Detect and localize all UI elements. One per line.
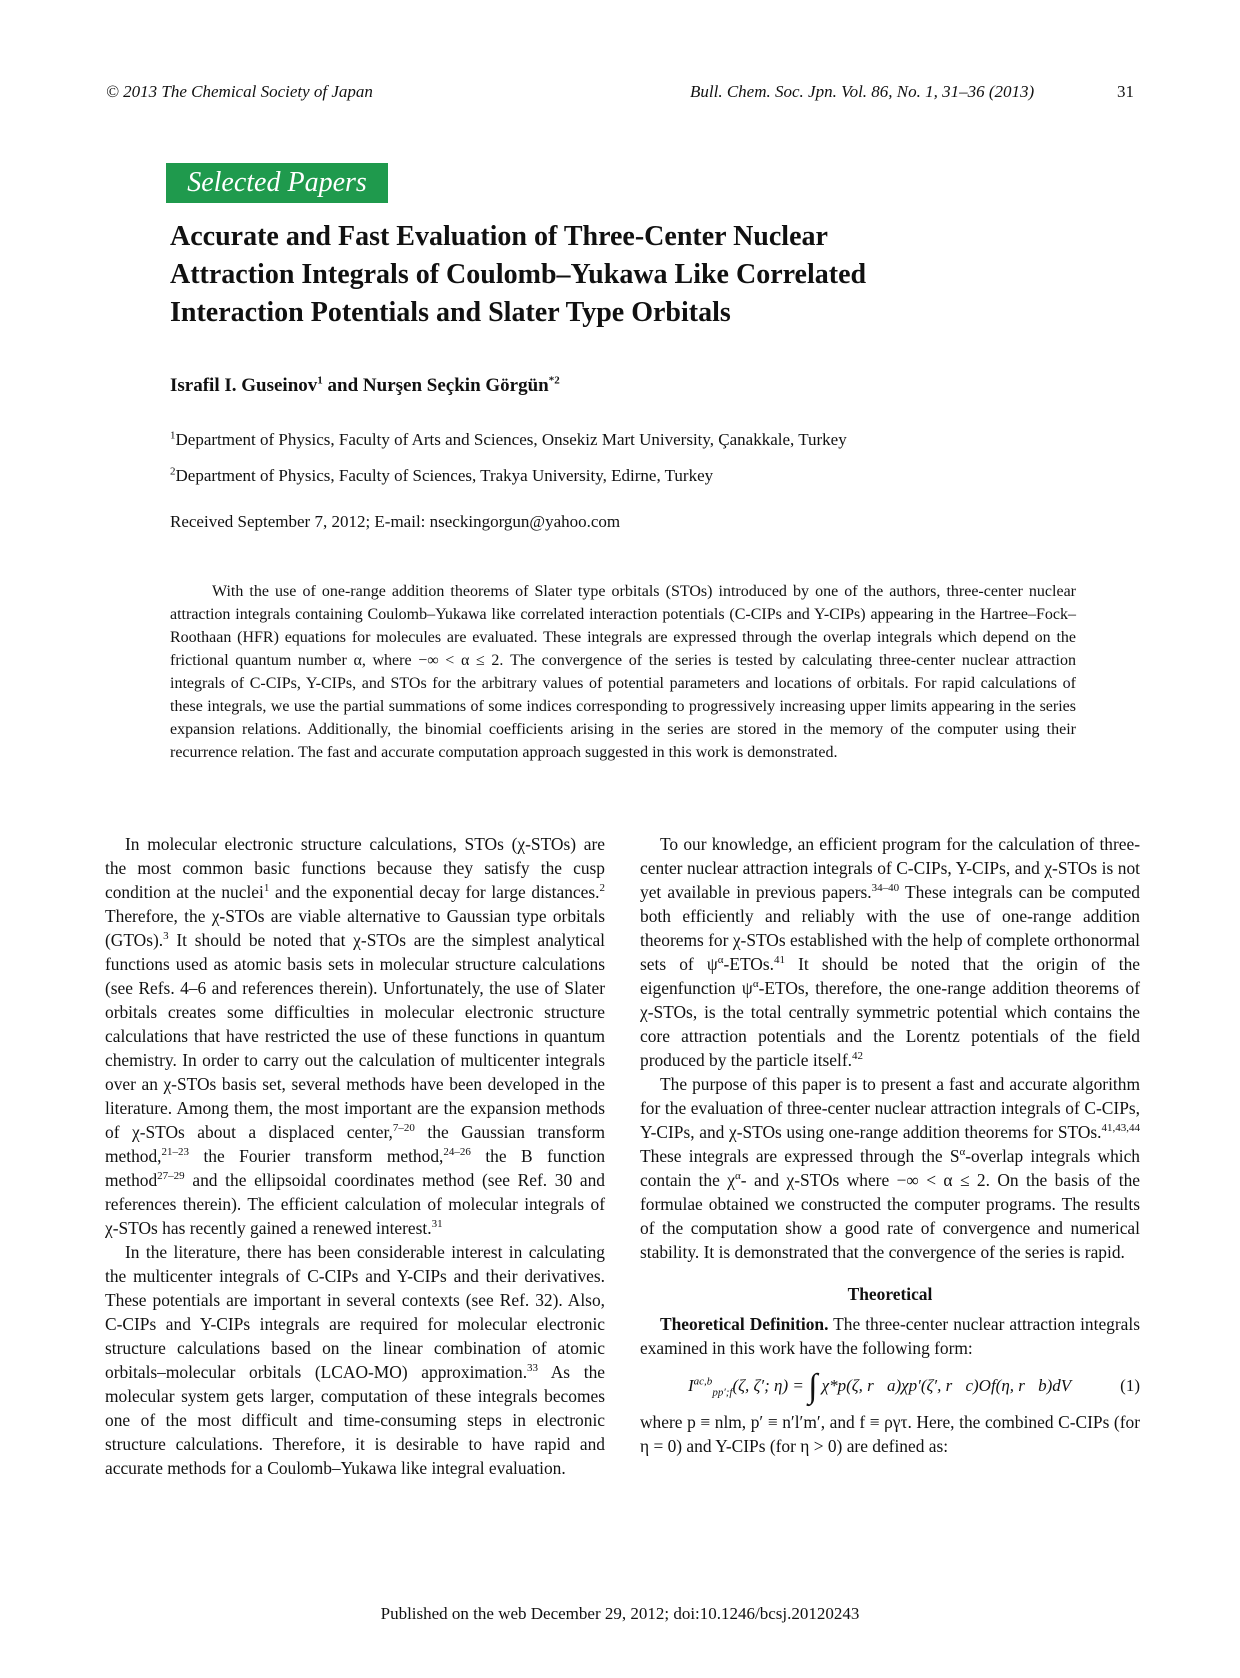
paper-title bbox=[170, 218, 1070, 332]
running-header-copyright: © 2013 The Chemical Society of Japan bbox=[106, 82, 373, 101]
author-name: Nurşen Seçkin Görgün bbox=[362, 375, 549, 396]
subsection-heading: Theoretical Definition. bbox=[660, 1314, 829, 1334]
section-heading: Theoretical bbox=[847, 1284, 933, 1304]
equation-number: (1) bbox=[1120, 1376, 1140, 1395]
author-list bbox=[170, 375, 560, 397]
author-affil-marker: 1 bbox=[317, 374, 323, 387]
paragraph: The purpose of this paper is to present a fast and accurate algorithm for the evaluation of three-center nuclear attraction integrals of C-CIPs, Y-CIPs, and χ-STOs using one-range addition theorems for STOs.$^{41,43,44}$ These integrals are expressed through the $S^\alpha$-overlap integrals which contain the $\chi^\alpha-$ and χ-STOs where −∞ < α ≤ 2. On the basis of the formulae obtained we constructed the computer programs. The results of the computation show a good rate of convergence and numerical stability. It is demonstrated that the convergence of the series is rapid. bbox=[640, 1074, 1141, 1262]
affil-marker: 1 bbox=[170, 429, 176, 442]
affiliation bbox=[170, 430, 847, 450]
paragraph: where p ≡ nlm, p′ ≡ n′l′m′, and f ≡ ργτ. Here, the combined C-CIPs (for η = 0) and Y-CIPs (for η > 0) are defined as: bbox=[640, 1412, 1140, 1456]
right-column bbox=[640, 832, 1140, 1458]
author-affil-marker: *2 bbox=[548, 374, 560, 387]
left-column bbox=[105, 832, 605, 1480]
paragraph: In the literature, there has been considerable interest in calculating the multicenter integrals of C-CIPs and Y-CIPs and their derivatives. These potentials are important in several contexts (see Ref. 32). Also, C-CIPs and Y-CIPs integrals are required for molecular electronic structure calculations based on the linear combination of atomic orbitals–molecular orbitals (LCAO-MO) approximation.$^{33}$ As the molecular system gets larger, computation of these integrals becomes one of the most difficult and time-consuming steps in electronic structure calculations. Therefore, it is desirable to have rapid and accurate methods for a Coulomb–Yukawa like integral evaluation. bbox=[105, 1242, 605, 1478]
received-line: Received September 7, 2012; E-mail: nseckingorgun@yahoo.com bbox=[170, 512, 621, 531]
paragraph: In molecular electronic structure calculations, STOs (χ-STOs) are the most common basic functions because they satisfy the cusp condition at the nuclei$^1$ and the exponential decay for large distances.$^2$ Therefore, the χ-STOs are viable alternative to Gaussian type orbitals (GTOs).$^3$ It should be noted that χ-STOs are the simplest analytical functions used as atomic basis sets in molecular structure calculations (see Refs. 4–6 and references therein). Unfortunately, the use of Slater orbitals creates some difficulties in molecular electronic structure calculations that have restricted the use of these functions in quantum chemistry. In order to carry out the calculation of multicenter integrals over an χ-STOs basis set, several methods have been developed in the literature. Among them, the most important are the expansion methods of χ-STOs about a displaced center,$^{7-20}$ the Gaussian transform method,$^{21-23}$ the Fourier transform method,$^{24-26}$ the B function method$^{27-29}$ and the ellipsoidal coordinates method (see Ref. 30 and references therein). The efficient calculation of molecular integrals of χ-STOs has recently gained a renewed interest.$^{31}$ bbox=[105, 834, 606, 1238]
author-separator: and bbox=[322, 375, 363, 396]
page-number: 31 bbox=[1117, 82, 1134, 101]
abstract-text: With the use of one-range addition theorems of Slater type orbitals (STOs) introduced by one of the authors, three-center nuclear attraction integrals containing Coulomb–Yukawa like correlated interaction potentials (C-CIPs and Y-CIPs) appearing in the Hartree–Fock–Roothaan (HFR) equations for molecules are evaluated. These integrals are expressed through the overlap integrals which depend on the frictional quantum number α, where −∞ < α ≤ 2. The convergence of the series is tested by calculating three-center nuclear attraction integrals of C-CIPs, Y-CIPs, and STOs for the arbitrary values of potential parameters and locations of orbitals. For rapid calculations of these integrals, we use the partial summations of some indices corresponding to progressively increasing upper limits appearing in the series expansion relations. Additionally, the binomial coefficients arising in the series are stored in the memory of the computer using their recurrence relation. The fast and accurate computation approach suggested in this work is demonstrated. bbox=[170, 583, 1076, 761]
author-name: Israfil I. Guseinov bbox=[170, 375, 318, 396]
paragraph: Theoretical Definition. The three-center nuclear attraction integrals examined in this work have the following form: bbox=[640, 1314, 1140, 1358]
abstract bbox=[170, 580, 1076, 764]
section-badge: Selected Papers bbox=[166, 163, 388, 203]
affil-text: Department of Physics, Faculty of Arts and Sciences, Onsekiz Mart University, Çanakkale, Turkey bbox=[175, 430, 847, 449]
running-header-citation: Bull. Chem. Soc. Jpn. Vol. 86, No. 1, 31–36 (2013) bbox=[690, 82, 1035, 101]
equation-1 bbox=[640, 1368, 1140, 1406]
paragraph: To our knowledge, an efficient program for the calculation of three-center nuclear attraction integrals of C-CIPs, Y-CIPs, and χ-STOs is not yet available in previous papers.$^{34-40}$ These integrals can be computed both efficiently and reliably with the use of one-range addition theorems for χ-STOs established with the help of complete orthonormal sets of $\psi^\alpha-ETOs.^{41}$ It should be noted that the origin of the eigenfunction $\psi^\alpha$-ETOs, therefore, the one-range addition theorems of χ-STOs, is the total centrally symmetric potential which contains the core attraction potentials and the Lorentz potentials of the field produced by the particle itself.$^{42}$ bbox=[640, 834, 1141, 1070]
title-line: Attraction Integrals of Coulomb–Yukawa Like Correlated bbox=[170, 259, 867, 290]
footer-publication-info: Published on the web December 29, 2012; doi:10.1246/bcsj.20120243 bbox=[380, 1604, 860, 1623]
title-line: Interaction Potentials and Slater Type Orbitals bbox=[170, 297, 731, 328]
integral-sign: ∫ bbox=[808, 1368, 818, 1406]
affiliation bbox=[170, 466, 713, 486]
equation-body: $I^{ac,b}_{pp';f}(\zeta$, ζ′; η) = ∫ χ*p(ζ, r⃗a)χp′(ζ′, r⃗c)Of(η, r⃗b)dV bbox=[688, 1368, 1072, 1406]
title-line: Accurate and Fast Evaluation of Three-Center Nuclear bbox=[170, 221, 828, 252]
affil-text: Department of Physics, Faculty of Sciences, Trakya University, Edirne, Turkey bbox=[175, 466, 714, 485]
affil-marker: 2 bbox=[170, 465, 176, 478]
